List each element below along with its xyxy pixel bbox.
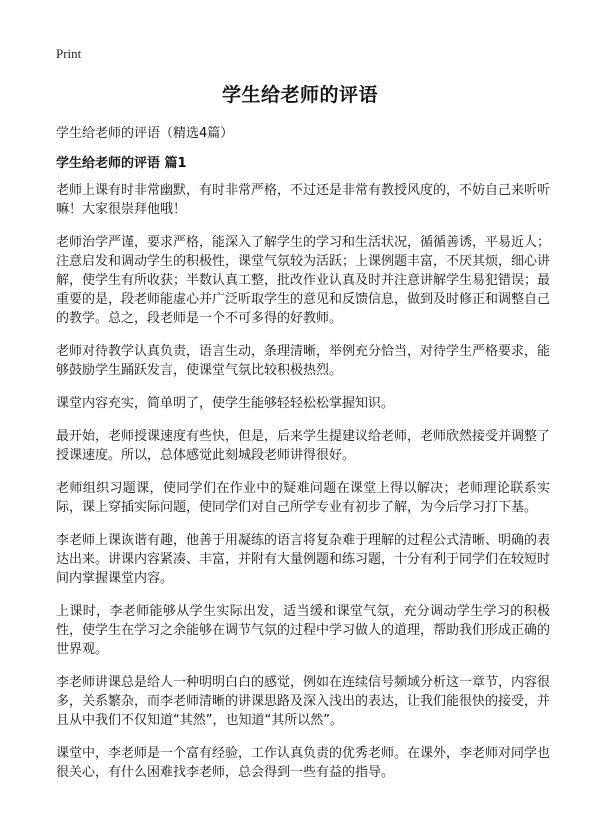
paragraph-5: 最开始，老师授课速度有些快，但是，后来学生提建议给老师，老师欣然接受并调整了授课速度。所以，总体感觉此刻城段老师讲得很好。 <box>56 429 551 463</box>
paragraph-1: 老师上课有时非常幽默，有时非常严格，不过还是非常有教授风度的，不妨自己来听听嘛！大家很崇拜他哦！ <box>56 183 551 217</box>
paragraph-6: 老师组织习题课，使同学们在作业中的疑难问题在课堂上得以解决；老师理论联系实际，课上穿插实际问题，使同学们对自己所学专业有初步了解，为今后学习打下基。 <box>56 481 550 515</box>
page-title: 学生给老师的评语 <box>221 84 378 106</box>
article-body <box>56 181 550 796</box>
paragraph-8: 上课时，李老师能够从学生实际出发，适当缓和课堂气氛，充分调动学生学习的积极性，使学生在学习之余能够在调节气氛的过程中学习做人的道理，帮助我们形成正确的世界观。 <box>56 604 551 657</box>
paragraph-10: 课堂中，李老师是一个富有经验，工作认真负责的优秀老师。在课外，李老师对同学也很关心，有什么困难找李老师，总会得到一些有益的指导。 <box>56 746 551 780</box>
paragraph-9: 李老师讲课总是给人一种明明白白的感觉，例如在连续信号频域分析这一章节，内容很多，关系繁杂，而李老师清晰的讲课思路及深入浅出的表达，让我们能很快的接受，并且从中我们不仅知道“其然”，也知道“其所以然”。 <box>56 675 551 728</box>
section-heading: 学生给老师的评语 篇1 <box>56 156 187 171</box>
paragraph-2: 老师治学严谨，要求严格，能深入了解学生的学习和生活状况，循循善诱，平易近人；注意启发和调动学生的积极性，课堂气氛较为活跃；上课例题丰富，不厌其烦，细心讲解，使学生有所收获；半数认真工整，批改作业认真及时并注意讲解学生易犯错误；最重要的是，段老师能虚心并广泛听取学生的意见和反馈信息，做到及时修正和调整自己的教学。总之，段老师是一个不可多得的好教师。 <box>56 235 551 326</box>
print-link[interactable]: Print <box>56 46 82 61</box>
paragraph-4: 课堂内容充实，简单明了，使学生能够轻轻松松掌握知识。 <box>56 396 395 411</box>
paragraph-3: 老师对待教学认真负责，语言生动，条理清晰，举例充分恰当，对待学生严格要求，能够鼓励学生踊跃发言，使课堂气氛比较积极热烈。 <box>56 344 551 378</box>
paragraph-7: 李老师上课诙谐有趣，他善于用凝练的语言将复杂难于理解的过程公式清晰、明确的表达出来。讲课内容紧凑、丰富，并附有大量例题和练习题，十分有利于同学们在较短时间内掌握课堂内容。 <box>56 533 551 586</box>
document-subtitle: 学生给老师的评语（精选4篇） <box>56 126 234 141</box>
